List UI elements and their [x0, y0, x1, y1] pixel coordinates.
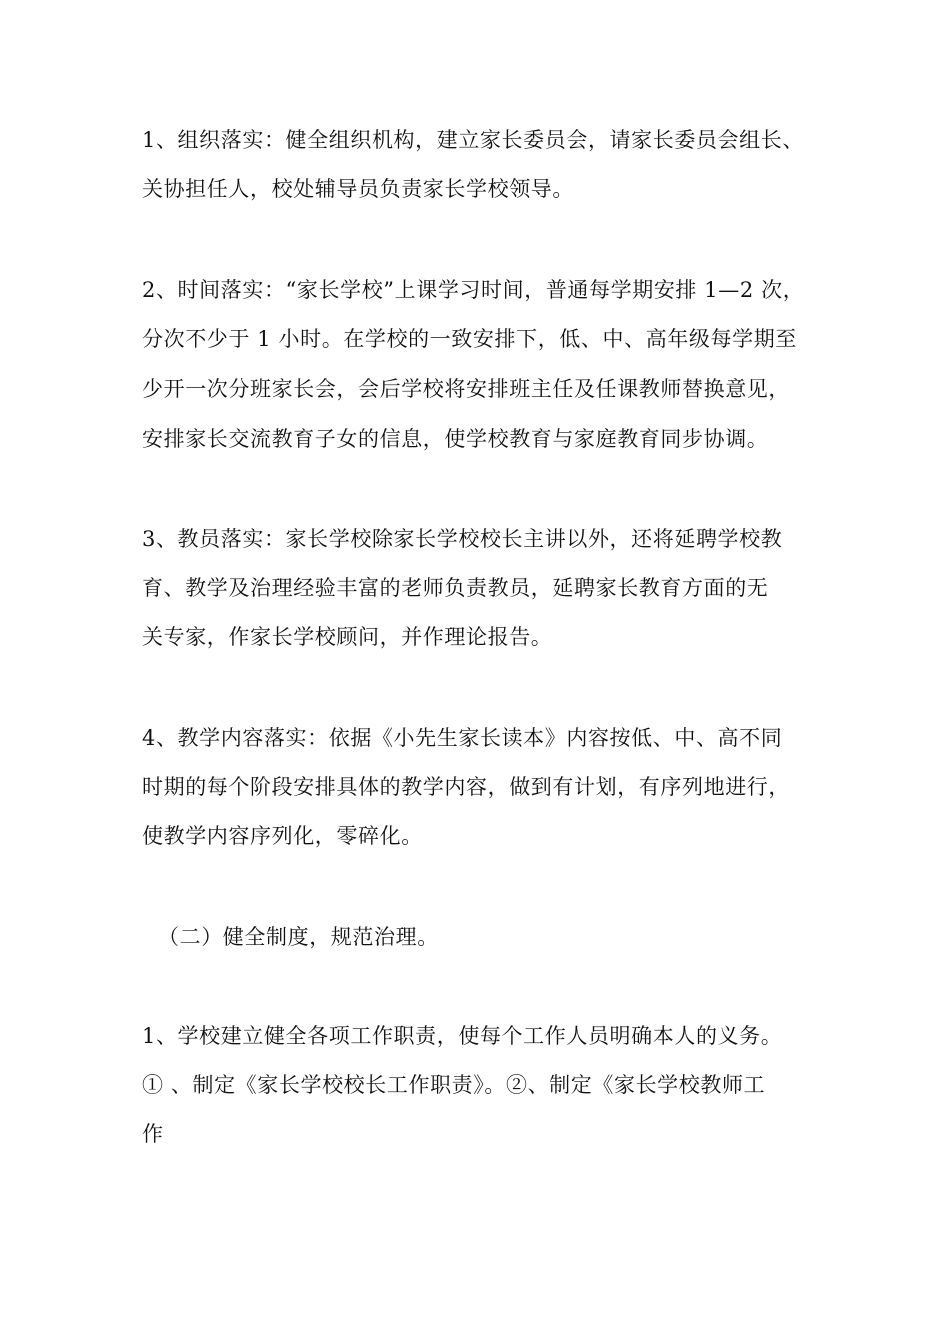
paragraph-2-line-4: 安排家长交流教育子女的信息，使学校教育与家庭教育同步协调。 — [142, 427, 769, 451]
paragraph-6-line-2: ① 、制定《家长学校校长工作职责》。②、制定《家长学校教师工 — [142, 1073, 766, 1097]
paragraph-2-line-3: 少开一次分班家长会，会后学校将安排班主任及任课教师替换意见， — [142, 377, 790, 401]
paragraph-4-line-3: 使教学内容序列化，零碎化。 — [142, 824, 423, 848]
paragraph-6-line-3: 作 — [142, 1122, 164, 1146]
paragraph-3-line-3: 关专家，作家长学校顾问，并作理论报告。 — [142, 625, 553, 649]
paragraph-4-line-2: 时期的每个阶段安排具体的教学内容，做到有计划，有序列地进行， — [142, 775, 790, 799]
paragraph-6-line-1: 1、学校建立健全各项工作职责，使每个工作人员明确本人的义务。 — [142, 1024, 783, 1048]
paragraph-3-line-1: 3、教员落实：家长学校除家长学校校长主讲以外，还将延聘学校教 — [142, 527, 783, 551]
paragraph-1-line-1: 1、组织落实：健全组织机构，建立家长委员会，请家长委员会组长、 — [142, 128, 804, 152]
paragraph-4-line-1: 4、教学内容落实：依据《小先生家长读本》内容按低、中、高不同 — [142, 726, 783, 750]
paragraph-2-line-1: 2、时间落实：“家长学校”上课学习时间，普通每学期安排 1—2 次， — [142, 278, 805, 302]
paragraph-2-line-2: 分次不少于 1 小时。在学校的一致安排下，低、中、高年级每学期至 — [142, 327, 797, 351]
paragraph-1-line-2: 关协担任人，校处辅导员负责家长学校领导。 — [142, 177, 574, 201]
section-heading: （二）健全制度，规范治理。 — [158, 925, 439, 949]
paragraph-3-line-2: 育、教学及治理经验丰富的老师负责教员，延聘家长教育方面的无 — [142, 576, 769, 600]
